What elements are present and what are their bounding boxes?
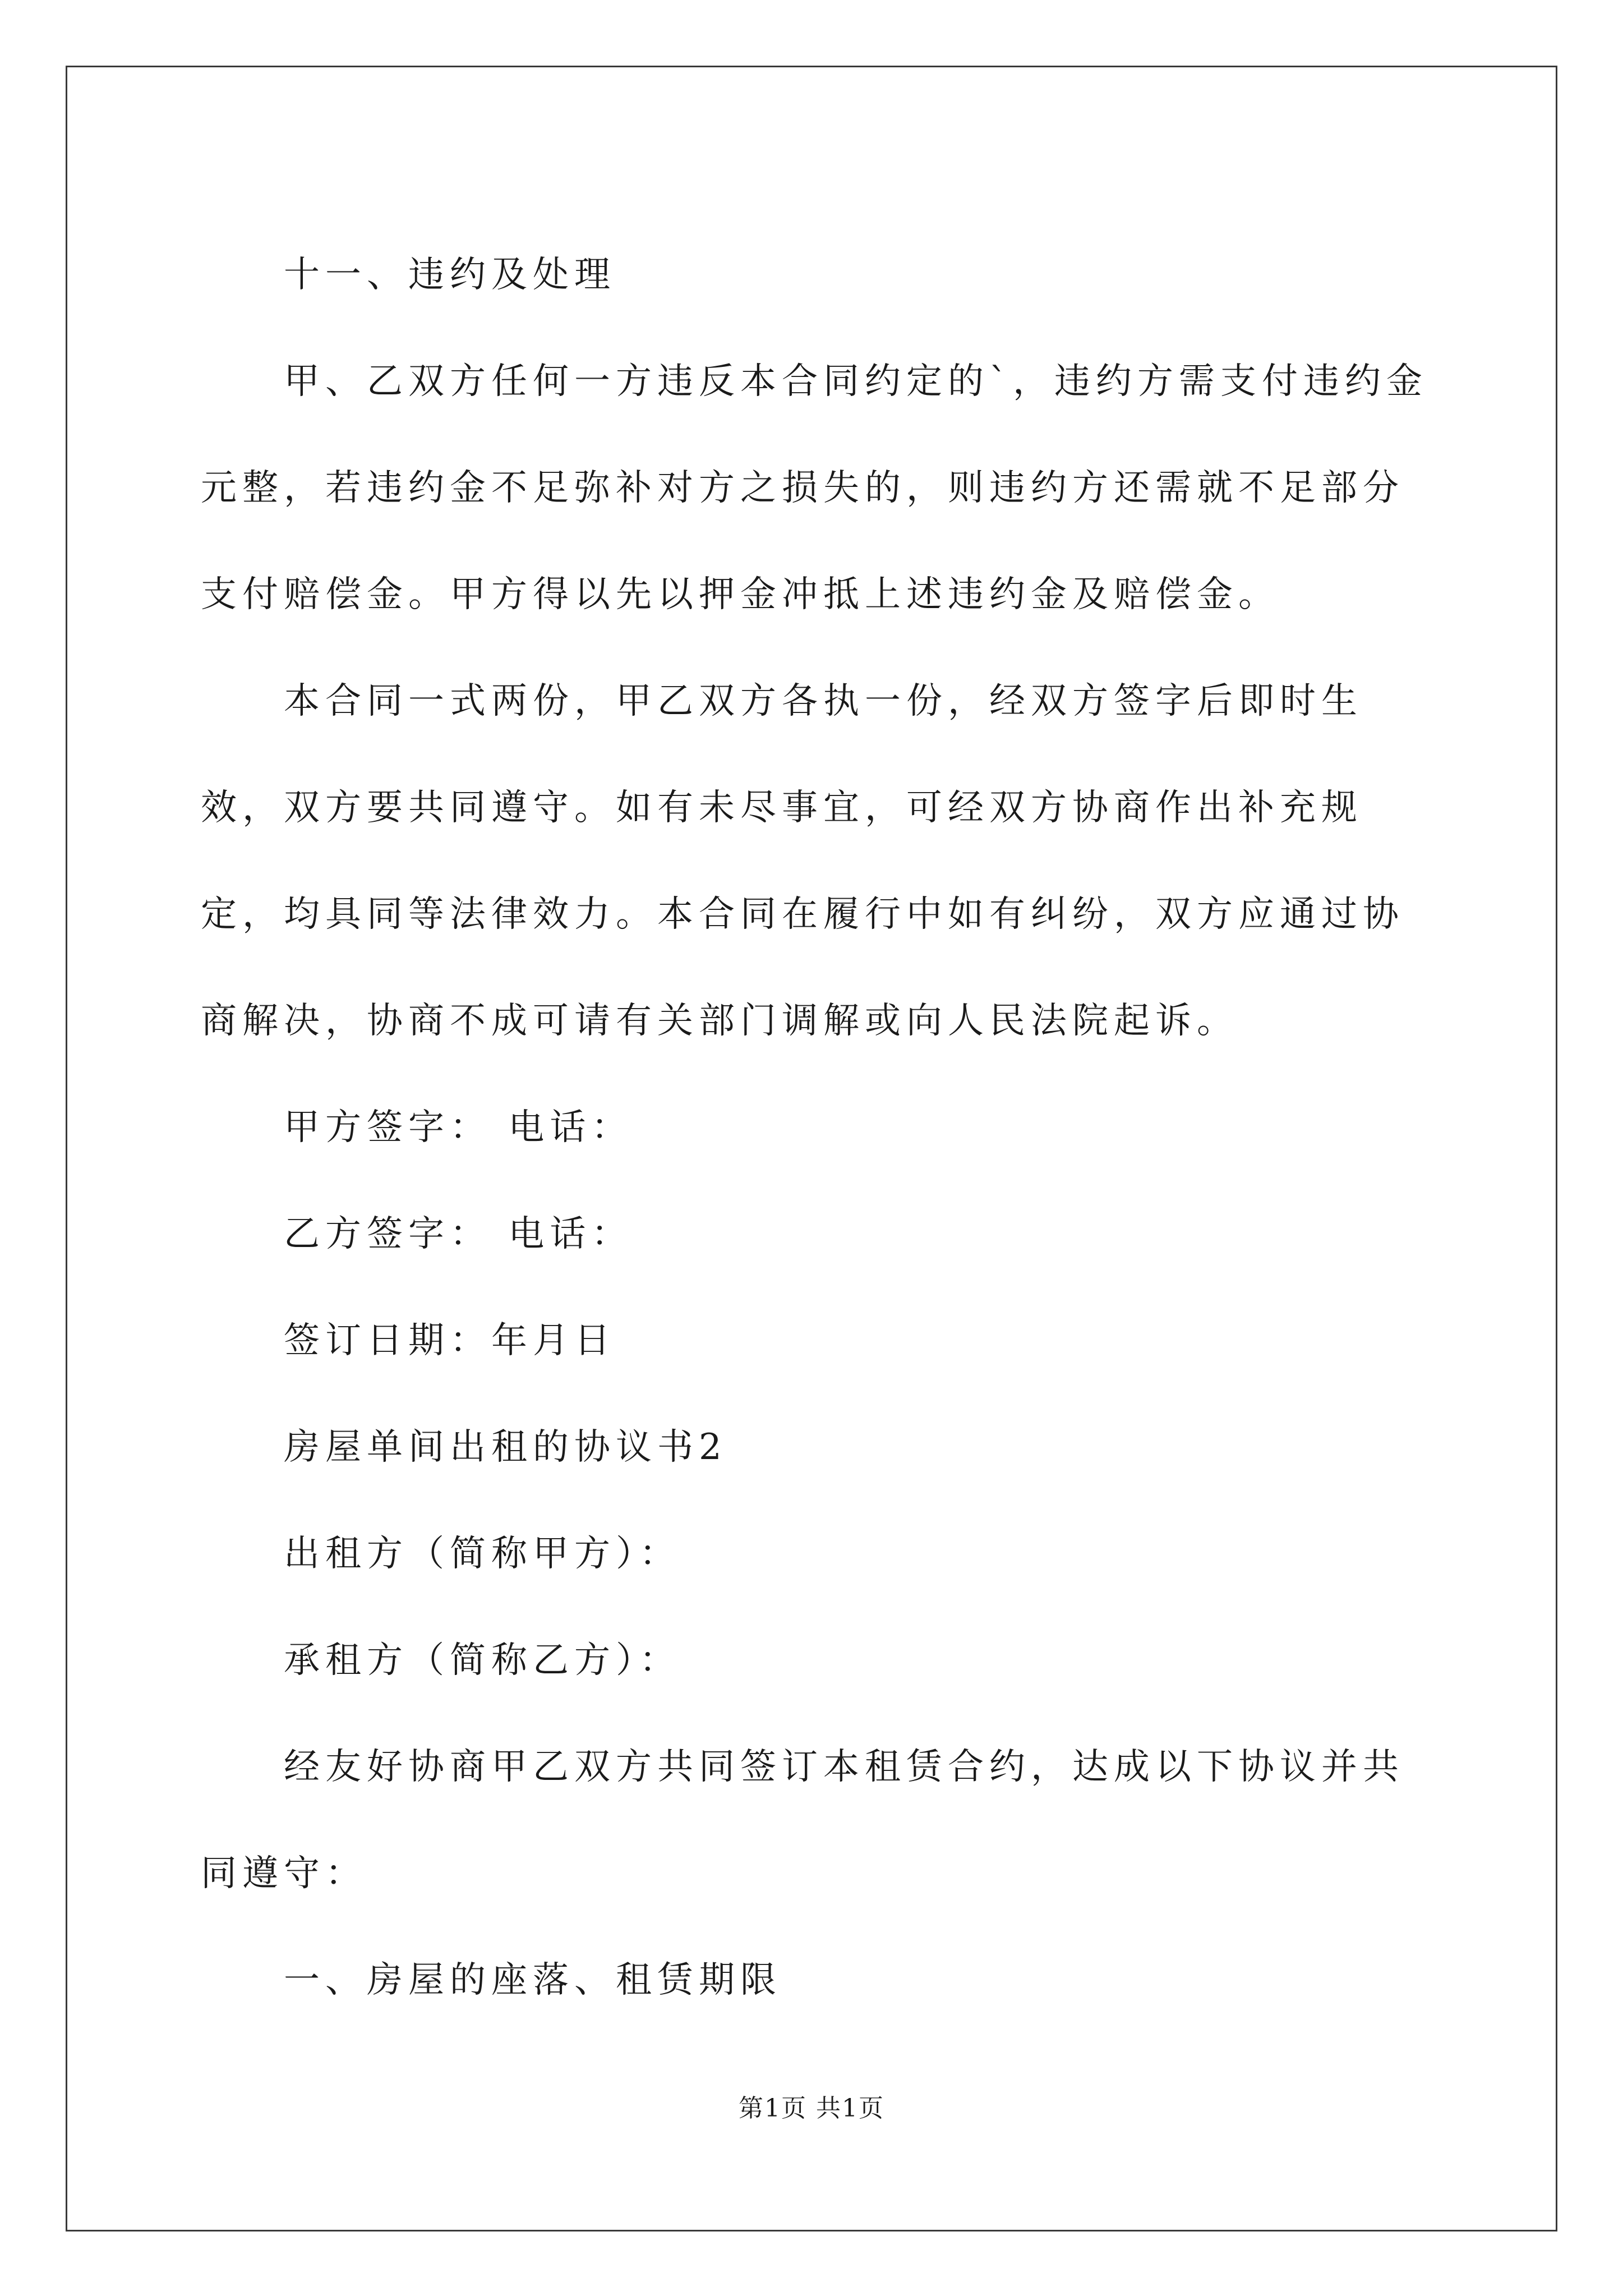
paragraph-breach-penalty: 甲、乙双方任何一方违反本合同约定的`，违约方需支付违约金元整，若违约金不足弥补对方之损失的，则违约方还需就不足部分支付赔偿金。甲方得以先以押金冲抵上述违约金及赔偿金。 — [201, 361, 1428, 615]
paragraph-agreement-intro: 经友好协商甲乙双方共同签订本租赁合约，达成以下协议并共同遵守： — [201, 1746, 1404, 1894]
page-number-footer: 第1页 共1页 — [739, 2094, 884, 2123]
lessee-line: 承租方（简称乙方）： — [284, 1640, 681, 1681]
party-b-signature-line: 乙方签字： 电话： — [284, 1213, 633, 1255]
document-body — [201, 222, 1435, 2033]
section-heading-breach: 十一、违约及处理 — [284, 254, 616, 296]
signing-date-line: 签订日期：年月日 — [284, 1320, 616, 1361]
paragraph-contract-effect: 本合同一式两份，甲乙双方各执一份，经双方签字后即时生效，双方要共同遵守。如有未尽事宜，可经双方协商作出补充规定，均具同等法律效力。本合同在履行中如有纠纷，双方应通过协商解决，协商不成可请有关部门调解或向人民法院起诉。 — [201, 680, 1404, 1042]
section-heading-location-term: 一、房屋的座落、租赁期限 — [284, 1959, 782, 2001]
lessor-line: 出租方（简称甲方）： — [284, 1533, 681, 1575]
party-a-signature-line: 甲方签字： 电话： — [284, 1107, 633, 1148]
agreement-2-title: 房屋单间出租的协议书2 — [284, 1427, 727, 1468]
